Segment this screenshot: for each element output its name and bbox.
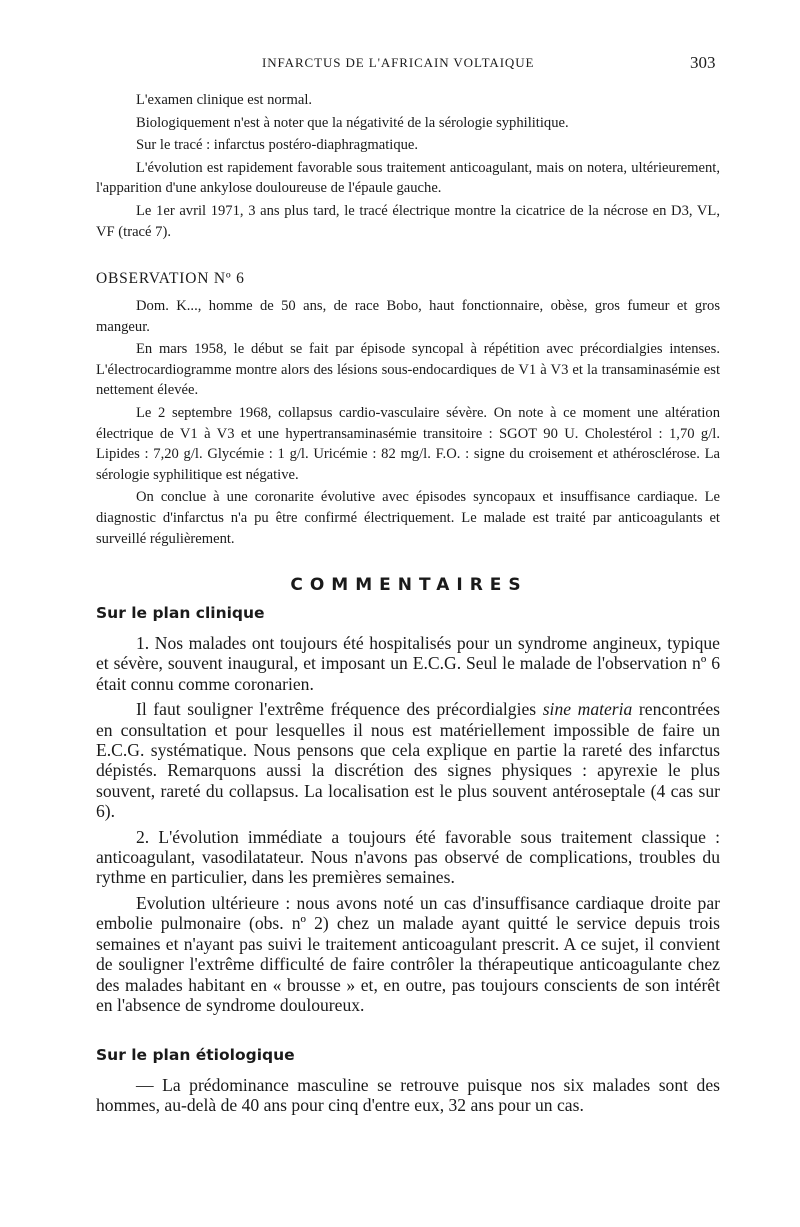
- italic-term: sine materia: [542, 699, 633, 720]
- paragraph: Le 1er avril 1971, 3 ans plus tard, le tracé électrique montre la cicatrice de la nécrose en D3, VL, VF (tracé 7).: [96, 202, 720, 240]
- paragraph: Biologiquement n'est à noter que la négativité de la sérologie syphilitique.: [136, 114, 569, 131]
- paragraph: [96, 699, 720, 821]
- page-number: 303: [690, 53, 716, 72]
- paragraph: On conclue à une coronarite évolutive avec épisodes syncopaux et insuffisance cardiaque. Le diagnostic d'infarctus n'a pu être confirmé électriquement. Le malade est traité par anticoagulants et surveillé régulièrement.: [96, 489, 720, 547]
- running-head: [0, 53, 800, 75]
- paragraph: Dom. K..., homme de 50 ans, de race Bobo, haut fonctionnaire, obèse, gros fumeur et gros mangeur.: [96, 298, 720, 335]
- paragraph: Le 2 septembre 1968, collapsus cardio-vasculaire sévère. On note à ce moment une altération électrique de V1 à V3 et une hypertransaminasémie transitoire : SGOT 90 U. Cholestérol : 1,70 g/l. Lipides : 7,20 g/l. Glycémie : 1 g/l. Uricémie : 82 mg/l. F.O. : signe du croisement et athérosclérose. La sérologie syphilitique est négative.: [96, 404, 720, 483]
- observation-6-body: [96, 296, 720, 551]
- running-title: INFARCTUS DE L'AFRICAIN VOLTAIQUE: [262, 55, 535, 70]
- observation-heading: OBSERVATION Nº 6: [96, 270, 245, 287]
- paragraph: Evolution ultérieure : nous avons noté un cas d'insuffisance cardiaque droite par embolie pulmonaire (obs. nº 2) chez un malade ayant quitté le service depuis trois semaines et n'ayant pas suivi le traitement anticoagulant prescrit. A ce sujet, il convient de souligner l'extrême difficulté de faire contrôler la thérapeutique anticoagulante chez des malades habitant en « brousse » et, en outre, pas toujours conscients de son intérêt en l'absence de syndrome douloureux.: [96, 892, 720, 1015]
- paragraph: 2. L'évolution immédiate a toujours été favorable sous traitement classique : anticoagulant, vasodilatateur. Nous n'avons pas observé de complications, troubles du rythme en particulier, dans les premières semaines.: [96, 826, 720, 888]
- commentaires-clinique-body: [96, 633, 720, 1020]
- commentaires-etiologique-body: [96, 1075, 720, 1121]
- text-run: rencontrées en consultation et pour lesquelles il nous est matériellement impossible de faire un E.C.G. systématique. Nous pensons que cela explique en partie la rareté des infarctus dépistés. Remarquons aussi la discrétion des signes physiques : apyrexie le plus souvent, rareté du collapsus. La localisation est le plus souvent antéroseptale (4 cas sur 6).: [96, 699, 720, 822]
- observation-5-continuation: [96, 90, 720, 244]
- paragraph: Sur le tracé : infarctus postéro-diaphragmatique.: [136, 137, 419, 154]
- subsection-heading-etiologique: Sur le plan étiologique: [96, 1046, 295, 1064]
- paragraph: En mars 1958, le début se fait par épisode syncopal à répétition avec précordialgies intenses. L'électrocardiogramme montre alors des lésions sous-endocardiques de V1 à V3 et la transaminasémie est nettement élevée.: [96, 341, 720, 399]
- paragraph: 1. Nos malades ont toujours été hospitalisés pour un syndrome angineux, typique et sévère, souvent inaugural, et imposant un E.C.G. Seul le malade de l'observation nº 6 était connu comme coronarien.: [96, 633, 720, 694]
- text-run: Il faut souligner l'extrême fréquence des précordialgies: [136, 699, 543, 720]
- paragraph: L'évolution est rapidement favorable sous traitement anticoagulant, mais on notera, ultérieurement, l'apparition d'une ankylose douloureuse de l'épaule gauche.: [96, 159, 720, 197]
- paragraph: L'examen clinique est normal.: [136, 92, 313, 108]
- subsection-heading-clinique: Sur le plan clinique: [96, 604, 265, 622]
- paragraph: — La prédominance masculine se retrouve puisque nos six malades sont des hommes, au-delà de 40 ans pour cinq d'entre eux, 32 ans pour un cas.: [96, 1075, 720, 1116]
- section-title: COMMENTAIRES: [290, 575, 528, 595]
